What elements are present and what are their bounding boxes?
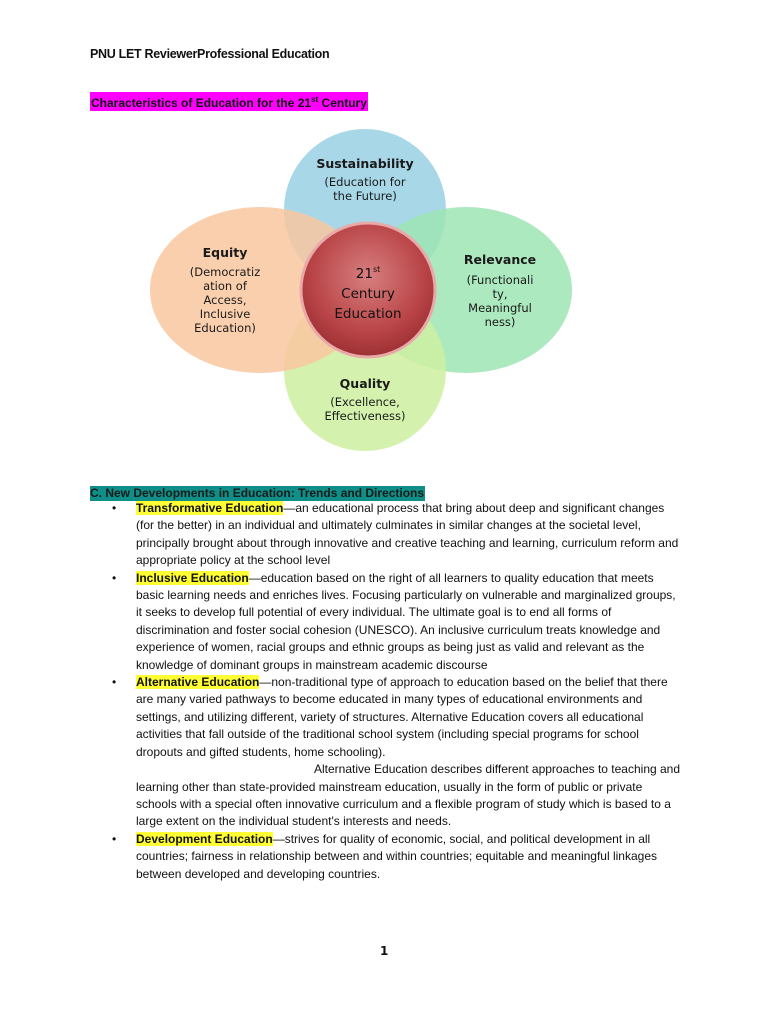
section-title: Characteristics of Education for the 21st Century (90, 92, 368, 111)
relevance-sub-1: (Functionali (466, 273, 534, 287)
term-label: Transformative Education (136, 501, 284, 515)
list-item (112, 674, 682, 831)
bullet-icon: • (112, 831, 117, 846)
list-item (112, 570, 682, 674)
term-label: Development Education (136, 831, 273, 846)
equity-sub-3: Access, (203, 293, 247, 307)
relevance-title: Relevance (463, 252, 537, 267)
term-definition: —non-traditional type of approach to education based on the belief that there are many varied pathways to become educated in many types of educational environments and settings, and utilizing different, variety of structures. Alternative Education covers all educational activities that fall outside of the traditional school system (including special programs for school dropouts and gifted students, home schooling). (136, 675, 668, 759)
sustainability-sub-1: (Education for (324, 175, 406, 189)
term-definition: —education based on the right of all learners to quality education that meets basic learning needs and enriches lives. Focusing particularly on vulnerable and marginalized groups, it seeks to develop full potential of every individual. The ultimate goal is to end all forms of discrimination and foster social cohesion (UNESCO). An inclusive curriculum treats knowledge and experience of women, racial groups and ethnic groups as being just as valid and relevant as the knowledge of dominant groups in mainstream academic discourse (136, 570, 676, 672)
list-item (112, 500, 682, 570)
trends-list (112, 500, 682, 883)
center-line-2: Century (341, 286, 395, 302)
term-label: Alternative Education (136, 675, 260, 690)
bullet-icon: • (112, 675, 117, 690)
equity-title: Equity (202, 245, 248, 260)
relevance-sub-2: ty, (492, 287, 508, 301)
list-item (112, 831, 682, 883)
document-header: PNU LET ReviewerProfessional Education (90, 47, 330, 61)
term-definition: —an educational process that bring about deep and significant changes (for the better) in an individual and ultimately culminates in similar changes at the societal level, principally brought about through innovative and creative teaching and learning, curriculum reform and appropriate policy at the school level (136, 501, 679, 568)
venn-diagram (0, 125, 768, 455)
term-label: Inclusive Education (136, 570, 249, 585)
equity-sub-1: (Democratiz (189, 265, 261, 279)
quality-title: Quality (339, 376, 391, 391)
bullet-icon: • (112, 501, 117, 515)
quality-sub-2: Effectiveness) (324, 409, 406, 423)
section-c-heading: C. New Developments in Education: Trends and Directions (90, 486, 425, 500)
sustainability-sub-2: the Future) (333, 189, 397, 203)
equity-sub-2: ation of (203, 279, 247, 293)
term-definition: —strives for quality of economic, social, and political development in all countries; fairness in relationship between and within countries; equitable and meaningful linkages between developed and developing countries. (136, 831, 657, 881)
term-continuation: Alternative Education describes different approaches to teaching and learning other than state-provided mainstream education, usually in the form of public or private schools with a special often innovative curriculum and a flexible program of study which is based to a large extent on the individual student's interests and needs. (136, 762, 681, 829)
relevance-sub-4: ness) (484, 315, 516, 329)
relevance-sub-3: Meaningful (468, 301, 532, 315)
center-line-1: 21st (355, 265, 381, 282)
quality-sub-1: (Excellence, (330, 395, 400, 409)
sustainability-title: Sustainability (316, 156, 414, 171)
center-line-3: Education (334, 306, 402, 322)
equity-sub-4: Inclusive (199, 307, 251, 321)
equity-sub-5: Education) (194, 321, 256, 335)
bullet-icon: • (112, 570, 117, 585)
page-number: 1 (380, 944, 389, 958)
